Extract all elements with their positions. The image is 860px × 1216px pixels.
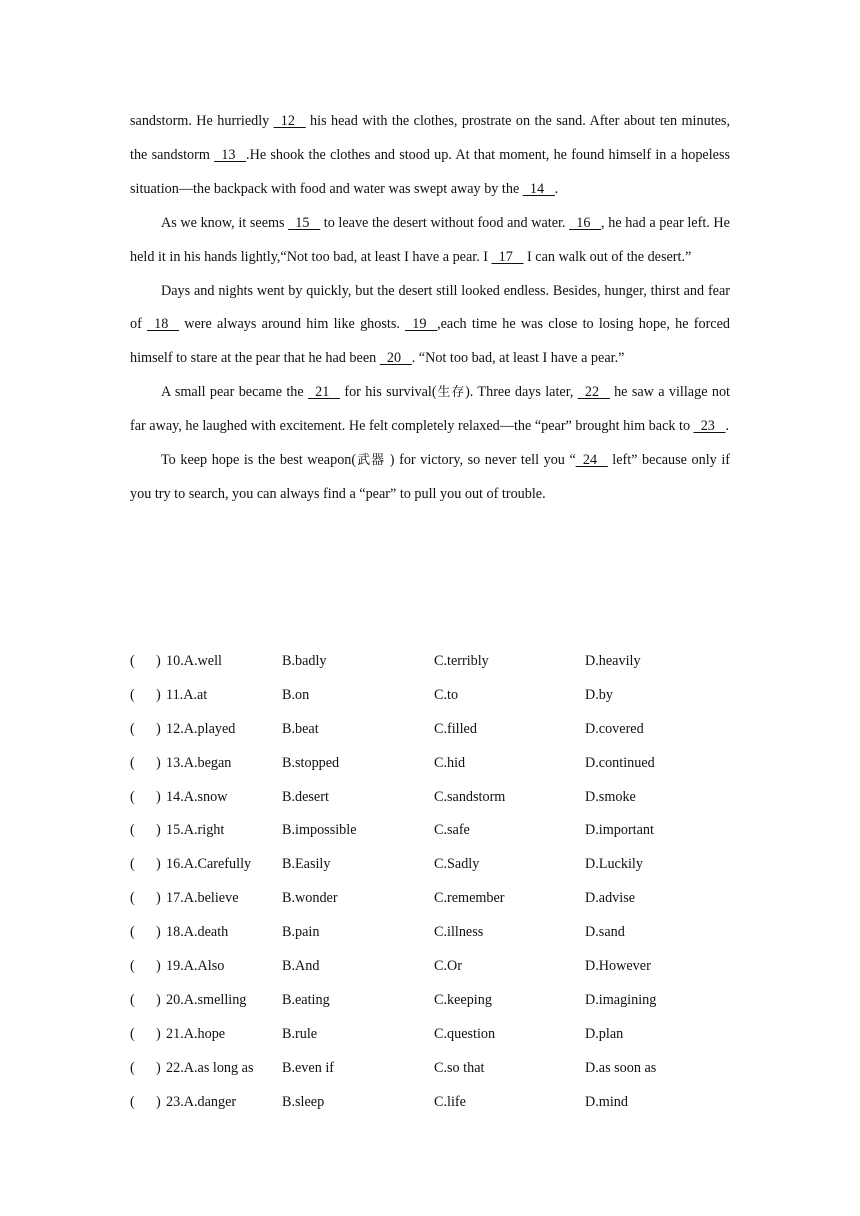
option-a[interactable]: 17.A.believe [166, 890, 239, 907]
question-row [130, 645, 730, 679]
option-a[interactable]: 15.A.right [166, 822, 225, 839]
chinese-gloss: 生存 [436, 385, 466, 401]
option-d[interactable]: D.heavily [585, 653, 641, 669]
answer-blank[interactable] [214, 139, 246, 173]
passage-text: ) for victory, so never tell you “ [385, 452, 576, 469]
question-row [130, 882, 730, 916]
option-d[interactable]: D.continued [585, 754, 655, 771]
answer-paren[interactable]: ( ) [130, 653, 161, 669]
answer-paren[interactable]: ( ) [130, 686, 161, 703]
option-a[interactable]: 23.A.danger [166, 1093, 237, 1110]
option-a[interactable]: 14.A.snow [166, 788, 228, 805]
answer-blank[interactable] [147, 308, 179, 342]
answer-paren[interactable]: ( ) [130, 788, 161, 805]
blank-number: 23 [700, 418, 715, 435]
option-c[interactable]: C.terribly [434, 653, 489, 669]
option-a[interactable]: 10.A.well [166, 653, 222, 669]
option-b[interactable]: B.sleep [282, 1093, 325, 1110]
option-c[interactable]: C.question [434, 1025, 496, 1042]
question-row [130, 679, 730, 713]
question-row [130, 984, 730, 1018]
option-b[interactable]: B.Easily [282, 856, 331, 873]
option-c[interactable]: C.life [434, 1093, 466, 1110]
answer-blank[interactable] [308, 376, 340, 410]
answer-blank[interactable] [405, 308, 437, 342]
answer-blank[interactable] [569, 207, 601, 241]
blank-number: 19 [412, 316, 427, 333]
passage-text: he saw a village not far away, he laughed with excitement. He felt completely relaxed—the “pear” brought him back to [130, 384, 730, 435]
option-a[interactable]: 19.A.Also [166, 958, 225, 975]
passage-text: . [554, 180, 559, 197]
passage-text: for his survival( [339, 384, 437, 401]
passage-text: As we know, it seems [161, 214, 289, 231]
answer-blank[interactable] [694, 410, 726, 444]
passage-text: left” because only if you try to search, you can always find a “pear” to pull you out of trouble. [130, 452, 730, 502]
question-row [130, 916, 730, 950]
option-a[interactable]: 11.A.at [166, 686, 208, 703]
option-d[interactable]: D.Luckily [585, 856, 643, 873]
option-a[interactable]: 18.A.death [166, 924, 229, 941]
passage-paragraph [130, 275, 730, 377]
option-a[interactable]: 21.A.hope [166, 1025, 226, 1042]
passage-text: A small pear became the [161, 384, 309, 401]
passage-text: I can walk out of the desert.” [523, 248, 692, 265]
option-c[interactable]: C.Or [434, 958, 462, 975]
passage-paragraph [130, 105, 730, 207]
option-a[interactable]: 12.A.played [166, 720, 236, 737]
answer-paren[interactable]: ( ) [130, 924, 161, 941]
answer-blank[interactable] [380, 342, 412, 376]
option-b[interactable]: B.desert [282, 788, 329, 805]
option-c[interactable]: C.keeping [434, 991, 492, 1008]
question-row [130, 781, 730, 815]
answer-blank[interactable] [523, 173, 555, 207]
passage-text: sandstorm. He hurriedly [130, 113, 274, 129]
option-d[interactable]: D.as soon as [585, 1059, 657, 1076]
passage-text: To keep hope is the best weapon( [161, 452, 357, 469]
chinese-gloss: 武器 [356, 453, 386, 469]
option-d[interactable]: D.plan [585, 1025, 624, 1042]
option-b[interactable]: B.rule [282, 1025, 318, 1042]
question-row [130, 1052, 730, 1086]
answer-paren[interactable]: ( ) [130, 958, 161, 975]
option-d[interactable]: D.sand [585, 924, 625, 941]
passage-text: ,each time he was close to losing hope, he forced himself to stare at the pear that he had been [130, 316, 730, 367]
answer-blank[interactable] [274, 105, 306, 139]
option-b[interactable]: B.even if [282, 1059, 335, 1076]
answer-paren[interactable]: ( ) [130, 720, 161, 737]
option-a[interactable]: 13.A.began [166, 754, 232, 771]
option-b[interactable]: B.pain [282, 924, 320, 941]
blank-number: 21 [315, 384, 330, 401]
option-d[interactable]: D.advise [585, 890, 636, 907]
passage-text: . “Not too bad, at least I have a pear.” [411, 350, 625, 367]
answer-blank[interactable] [578, 376, 610, 410]
answer-paren[interactable]: ( ) [130, 822, 161, 839]
answer-paren[interactable]: ( ) [130, 1059, 161, 1076]
option-d[interactable]: D.imagining [585, 991, 657, 1008]
answer-blank[interactable] [576, 444, 608, 478]
option-c[interactable]: C.sandstorm [434, 788, 506, 805]
option-b[interactable]: B.badly [282, 653, 327, 669]
passage-text: ). Three days later, [465, 384, 578, 401]
option-d[interactable]: D.mind [585, 1093, 628, 1110]
answer-blank[interactable] [492, 241, 524, 275]
blank-number: 20 [386, 350, 402, 367]
question-row [130, 1086, 730, 1120]
passage-text: to leave the desert without food and water. [320, 214, 570, 231]
answer-paren[interactable]: ( ) [130, 754, 161, 771]
option-c[interactable]: C.hid [434, 754, 466, 771]
passage-text: his head with the clothes, prostrate on the sand. After about ten minutes, the sandstorm [130, 113, 730, 163]
option-b[interactable]: B.on [282, 686, 310, 703]
option-d[interactable]: D.covered [585, 720, 644, 737]
question-row [130, 814, 730, 848]
option-a[interactable]: 20.A.smelling [166, 991, 247, 1008]
option-c[interactable]: C.illness [434, 924, 484, 941]
answer-paren[interactable]: ( ) [130, 856, 161, 873]
answer-paren[interactable]: ( ) [130, 1093, 161, 1110]
option-d[interactable]: D.important [585, 822, 654, 839]
option-b[interactable]: B.beat [282, 720, 319, 737]
passage-paragraph [130, 376, 730, 444]
passage-text: , he had a pear left. He held it in his hands lightly,“Not too bad, at least I have a pear. I [130, 214, 730, 265]
question-options-list [130, 645, 730, 1119]
passage-text: .He shook the clothes and stood up. At that moment, he found himself in a hopeless situation—the backpack with food and water was swept away by the [130, 146, 730, 197]
passage-text: Days and nights went by quickly, but the desert still looked endless. Besides, hunger, thirst and fear of [130, 282, 730, 333]
option-c[interactable]: C.so that [434, 1059, 485, 1076]
blank-number: 15 [295, 214, 310, 231]
option-d[interactable]: D.smoke [585, 788, 636, 805]
blank-number: 14 [529, 180, 545, 197]
option-b[interactable]: B.stopped [282, 754, 340, 771]
option-c[interactable]: C.remember [434, 890, 505, 907]
option-d[interactable]: D.by [585, 686, 613, 703]
blank-number: 24 [582, 452, 598, 469]
blank-number: 12 [280, 113, 295, 129]
blank-number: 13 [221, 146, 236, 163]
blank-number: 22 [584, 384, 600, 401]
option-b[interactable]: B.impossible [282, 822, 357, 839]
option-a[interactable]: 16.A.Carefully [166, 856, 252, 873]
answer-paren[interactable]: ( ) [130, 991, 161, 1008]
blank-number: 18 [154, 316, 169, 333]
option-b[interactable]: B.wonder [282, 890, 338, 907]
question-row [130, 848, 730, 882]
option-c[interactable]: C.filled [434, 720, 477, 737]
option-d[interactable]: D.However [585, 958, 651, 975]
answer-paren[interactable]: ( ) [130, 1025, 161, 1042]
passage-paragraph [130, 444, 730, 512]
passage-text: were always around him like ghosts. [178, 316, 406, 333]
question-row [130, 747, 730, 781]
question-row [130, 713, 730, 747]
option-c[interactable]: C.to [434, 686, 459, 703]
blank-number: 17 [498, 248, 513, 265]
option-c[interactable]: C.Sadly [434, 856, 480, 873]
option-b[interactable]: B.eating [282, 991, 330, 1008]
reading-passage [130, 105, 730, 512]
passage-text: . [725, 418, 730, 435]
answer-blank[interactable] [288, 207, 320, 241]
blank-number: 16 [576, 214, 591, 231]
passage-paragraph [130, 207, 730, 275]
option-c[interactable]: C.safe [434, 822, 470, 839]
option-a[interactable]: 22.A.as long as [166, 1059, 254, 1076]
question-row [130, 950, 730, 984]
answer-paren[interactable]: ( ) [130, 890, 161, 907]
question-row [130, 1018, 730, 1052]
option-b[interactable]: B.And [282, 958, 320, 975]
